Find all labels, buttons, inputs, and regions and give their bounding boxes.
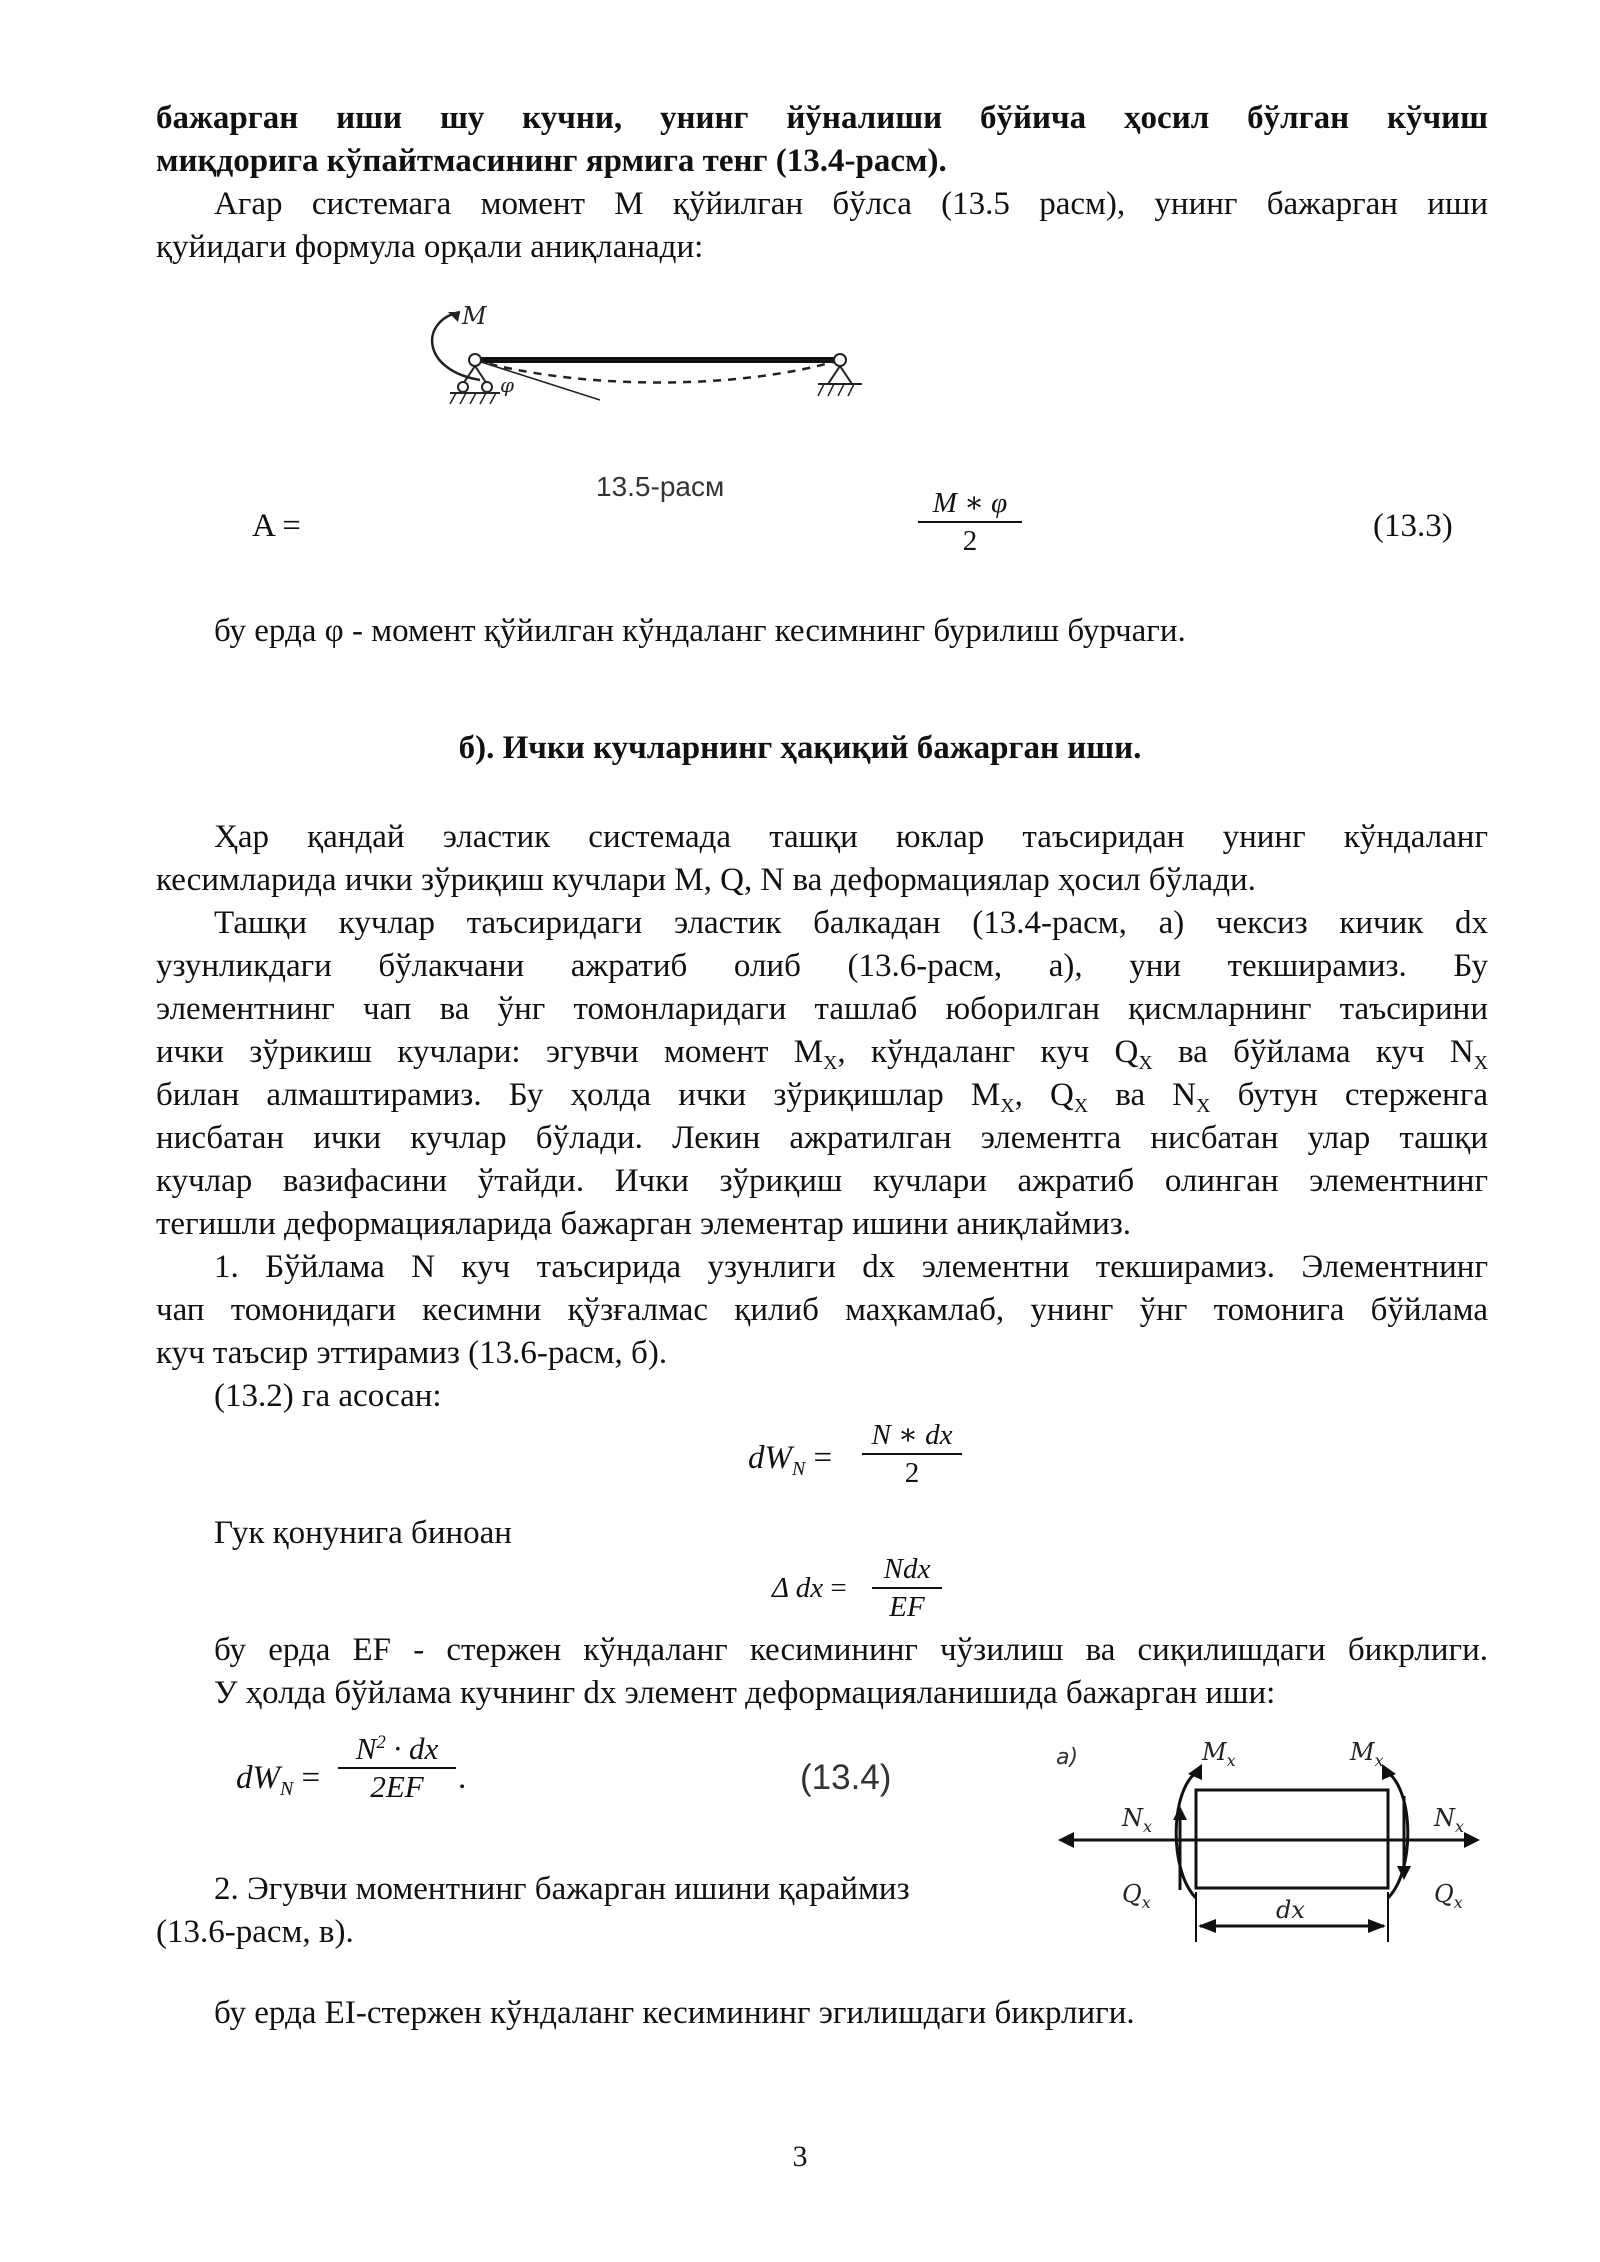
paragraph-line: ички зўрикиш кучлари: эгувчи момент $M_X$, кўндаланг куч $Q_X$ ва бўйлама куч $N_X$ (156, 1034, 1488, 1074)
angle-label: φ (500, 373, 515, 397)
moment-right-label: $M_x$ (1350, 1738, 1384, 1770)
fraction-numerator: $N^2$ · dx (338, 1732, 456, 1769)
paragraph-line: қуйидаги формула орқали аниқланади: (156, 229, 704, 265)
formula-13-3-lhs: A = (252, 508, 301, 544)
paragraph-line: нисбатан ички кучлар бўлади. Лекин ажратилган элементга нисбатан улар ташқи (156, 1120, 1488, 1156)
paragraph-line: Гук қонунига биноан (214, 1515, 512, 1551)
page-number: 3 (792, 2140, 808, 2173)
fraction-numerator: Ndx (872, 1552, 942, 1589)
paragraph-line: бу ерда φ - момент қўйилган кўндаланг кесимнинг бурилиш бурчаги. (214, 613, 1186, 649)
shear-force-right-label: $Q_x$ (1434, 1880, 1463, 1912)
formula-13-4-dot: . (458, 1760, 467, 1796)
formula-dWN-lhs: $dW_N$ = (748, 1440, 833, 1480)
formula-number: (13.4) (800, 1758, 892, 1797)
fraction-denominator: EF (889, 1591, 925, 1623)
formula-delta-fraction (872, 1552, 942, 1625)
fraction-denominator: 2 (962, 525, 978, 557)
fraction-denominator: 2EF (370, 1769, 424, 1804)
figure-caption: 13.5-расм (596, 471, 725, 502)
paragraph-line: билан алмаштирамиз. Бу ҳолда ички зўриқишлар $M_X$, $Q_X$ ва $N_X$ бутун стерженга (156, 1077, 1489, 1117)
shear-force-left-label: $Q_x$ (1122, 1880, 1151, 1912)
figure-13-6a-element-diagram (1050, 1730, 1490, 1960)
axial-force-left-label: $N_x$ (1122, 1804, 1153, 1836)
paragraph-line: кучлар вазифасини ўтайди. Ички зўриқиш кучлари ажратиб олинган элементнинг (156, 1163, 1488, 1199)
figure-13-5-beam-diagram (400, 300, 900, 430)
paragraph-line: Агар системага момент М қўйилган бўлса (13.5 расм), унинг бажарган иши (214, 186, 1488, 222)
formula-13-3-fraction (918, 486, 1022, 559)
paragraph-line: кесимларида ички зўриқиш кучлари M, Q, N ва деформациялар ҳосил бўлади. (156, 862, 1256, 898)
paragraph-line: 2. Эгувчи моментнинг бажарган ишини қараймиз (214, 1871, 910, 1907)
paragraph-line: (13.2) га асосан: (214, 1378, 442, 1414)
paragraph-line: элементнинг чап ва ўнг томонларидаги ташлаб юборилган қисмларнинг таъсирини (156, 991, 1488, 1027)
paragraph-line: чап томонидаги кесимни қўзғалмас қилиб маҳкамлаб, унинг ўнг томонига бўйлама (156, 1292, 1488, 1328)
part-label: a) (1056, 1745, 1079, 1770)
paragraph-line: 1. Бўйлама N куч таъсирида узунлиги dx элементни текширамиз. Элементнинг (214, 1249, 1488, 1285)
formula-number: (13.3) (1373, 508, 1453, 544)
length-label: dx (1276, 1896, 1305, 1924)
paragraph-line: узунликдаги бўлакчани ажратиб олиб (13.6-расм, а), уни текширамиз. Бу (156, 948, 1488, 984)
formula-dWN-fraction (862, 1418, 962, 1491)
paragraph-line: (13.6-расм, в). (156, 1914, 354, 1950)
paragraph-line: бу ерда EI-стержен кўндаланг кесимининг эгилишдаги бикрлиги. (214, 1995, 1135, 2031)
paragraph-line: У ҳолда бўйлама кучнинг dx элемент деформацияланишида бажарган иши: (214, 1675, 1276, 1711)
section-heading: б). Ички кучларнинг ҳақиқий бажарган иши. (458, 730, 1142, 766)
moment-left-label: $M_x$ (1202, 1738, 1236, 1770)
paragraph-line: куч таъсир эттирамиз (13.6-расм, б). (156, 1335, 668, 1371)
moment-label: M (462, 302, 487, 330)
paragraph-line: бу ерда EF - стержен кўндаланг кесимининг чўзилиш ва сиқилишдаги бикрлиги. (214, 1632, 1488, 1668)
axial-force-right-label: $N_x$ (1434, 1804, 1465, 1836)
paragraph-line: бажарган иши шу кучни, унинг йўналиши бўйича ҳосил бўлган кўчиш (156, 100, 1488, 136)
formula-delta-lhs: Δ dx = (772, 1572, 847, 1604)
fraction-numerator: N ∗ dx (862, 1418, 962, 1455)
formula-13-4-lhs: $dW_N$ = (236, 1760, 321, 1800)
fraction-numerator: M ∗ φ (918, 486, 1022, 523)
paragraph-line: Ташқи кучлар таъсиридаги эластик балкадан (13.4-расм, а) чексиз кичик dx (214, 905, 1488, 941)
paragraph-line: Ҳар қандай эластик системада ташқи юклар таъсиридан унинг кўндаланг (214, 819, 1488, 855)
formula-13-4-fraction (338, 1732, 456, 1805)
paragraph-line: миқдорига кўпайтмасининг ярмига тенг (13.4-расм). (156, 143, 947, 179)
fraction-denominator: 2 (904, 1457, 920, 1489)
paragraph-line: тегишли деформацияларида бажарган элементар ишини аниқлаймиз. (156, 1206, 1132, 1242)
